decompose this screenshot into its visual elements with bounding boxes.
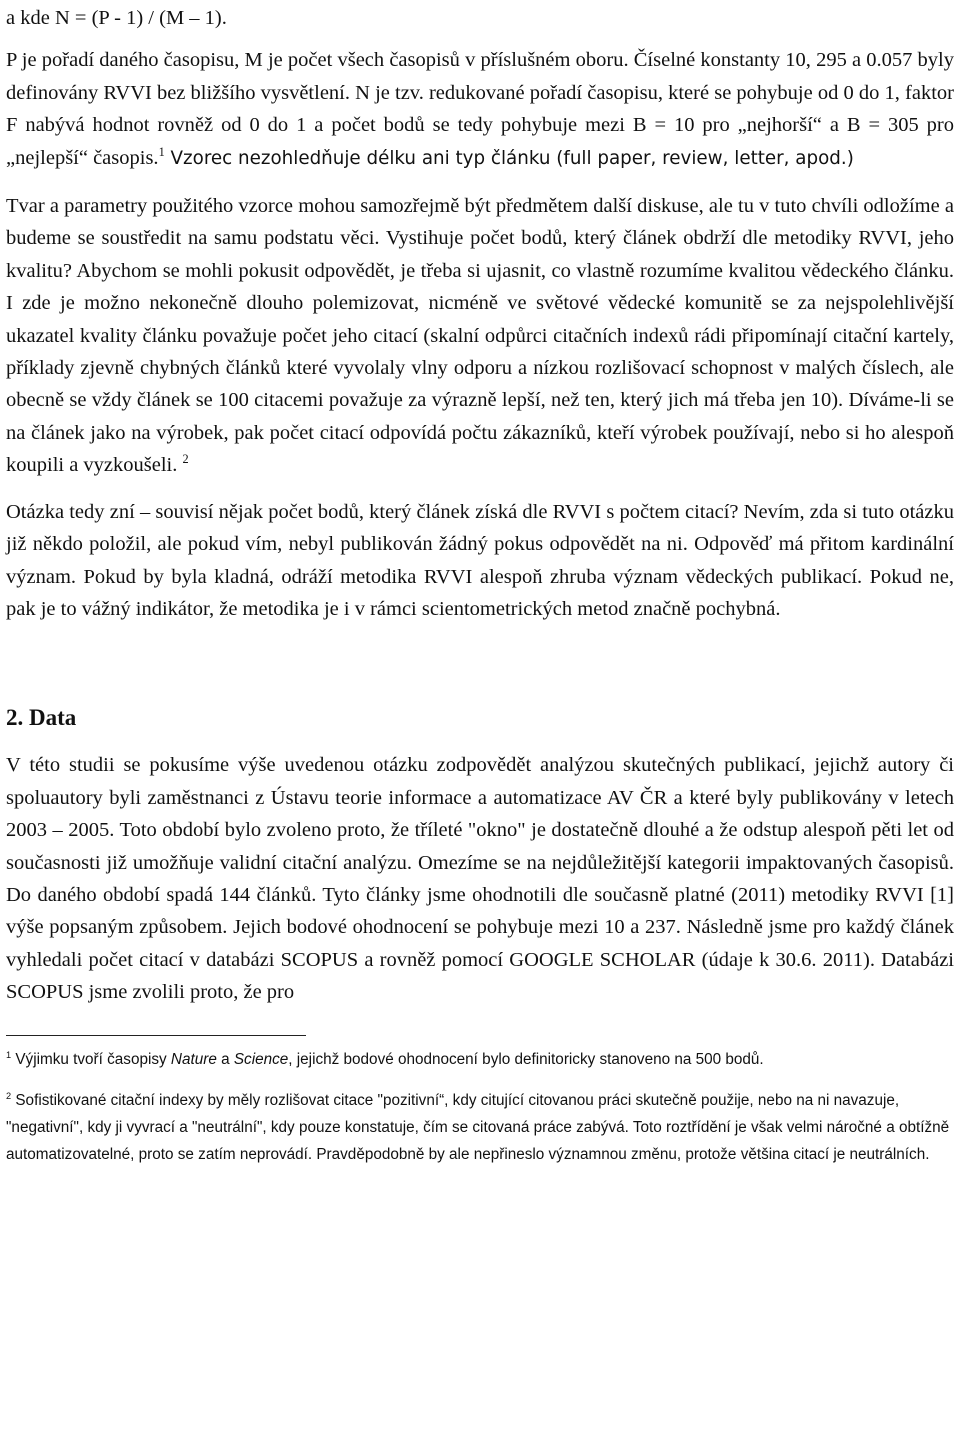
- footnote-ref-2[interactable]: 2: [182, 452, 189, 467]
- footnote-text: Výjimku tvoří časopisy: [11, 1050, 171, 1068]
- section-heading-data: 2. Data: [6, 705, 77, 731]
- paragraph-quality: [6, 190, 954, 482]
- footnote-italic-science: Science: [233, 1050, 289, 1068]
- paragraph-data: V této studii se pokusíme výše uvedenou otázku zodpovědět analýzou skutečných publikací, jejichž autory či spoluautory byli zaměstnanci z Ústavu teorie informace a automatizace AV ČR a které byly publikovány v letech 2003 – 2005. Toto období bylo zvoleno proto, že tříleté "okno" je dostatečně dlouhé a že odstup alespoň pěti let od současnosti již umožňuje validní citační analýzu. Omezíme se na nejdůležitější kategorii impaktovaných časopisů. Do daného období spadá 144 článků. Tyto články jsme ohodnotili dle současně platné (2011) metodiky RVVI [1] výše popsaným způsobem. Jejich bodové ohodnocení se pohybuje mezi 10 a 237. Následně jsme pro každý článek vyhledali počet citací v databázi SCOPUS a rovněž pomocí GOOGLE SCHOLAR (údaje k 30.6. 2011). Databázi SCOPUS jsme zvolili proto, že pro: [6, 754, 954, 1004]
- paragraph-text: Tvar a parametry použitého vzorce mohou samozřejmě být předmětem další diskuse, ale tu v tuto chvíli odložíme a budeme se soustředit na samu podstatu věci. Vystihuje počet bodů, který článek obdrží dle metodiky RVVI, jeho kvalitu? Abychom se mohli pokusit odpovědět, je třeba si ujasnit, co vlastně rozumíme kvalitou vědeckého článku. I zde je možno nekonečně dlouho polemizovat, nicméně ve světové vědecké komunitě se za nejspolehlivější ukazatel kvality článku považuje počet jeho citací (skalní odpůrci citačních indexů rádi připomínají citační kartely, příklady zjevně chybných článků které vyvolaly vlny odporu a nízkou rozlišovací schopnost v malých číslech, ale obecně se vždy článek se 100 citacemi považuje za výrazně lepší, než ten, který jich má třeba jen 10). Díváme-li se na článek jako na výrobek, pak počet citací odpovídá počtu zákazníků, kteří výrobek používají, nebo si ho alespoň koupili a vyzkoušeli.: [6, 195, 954, 477]
- paragraph-text: P je pořadí daného časopisu, M je počet všech časopisů v příslušném oboru. Číselné konstanty 10, 295 a 0.057 byly definovány RVVI bez bližšího vysvětlení. N je tzv. redukované pořadí časopisu, které se pohybuje od 0 do 1, faktor F nabývá hodnot rovněž od 0 do 1 a počet bodů se tedy pohybuje mezi B = 10 pro „nejhorší“ a B = 305 pro „nejlepší“ časopis.: [6, 49, 954, 169]
- paragraph-definitions: [6, 44, 954, 175]
- footnote-text: a: [216, 1050, 234, 1068]
- footnote-1: [6, 1046, 954, 1073]
- footnote-number: 2: [6, 1090, 12, 1101]
- footnote-ref-1[interactable]: 1: [158, 144, 165, 159]
- footnote-text: Sofistikované citační indexy by měly rozlišovat citace "pozitivní“, kdy citující citovanou práci skutečně použije, nebo na ni navazuje, "negativní", kdy ji vyvrací a "neutrální", kdy pouze konstatuje, čím se citovaná práce zabývá. Toto roztřídění je však velmi náročné a obtížně automatizovatelné, proto se zatím neprovádí. Pravděpodobně by ale nepřineslo významnou změnu, protože většina citací je neutrálních.: [6, 1091, 950, 1163]
- footnote-text: , jejichž bodové ohodnocení bylo definitoricky stanoveno na 500 bodů.: [288, 1050, 764, 1068]
- footnote-divider: [6, 1035, 306, 1036]
- footnote-2: [6, 1087, 954, 1168]
- formula-line: a kde N = (P - 1) / (M – 1).: [6, 7, 227, 29]
- paragraph-question: Otázka tedy zní – souvisí nějak počet bodů, který článek získá dle RVVI s počtem citací? Nevím, zda si tuto otázku již někdo položil, ale pokud vím, nebyl publikován žádný pokus odpovědět na ni. Odpověď má přitom kardinální význam. Pokud by byla kladná, odráží metodika RVVI alespoň zhruba význam vědeckých publikací. Pokud ne, pak je to vážný indikátor, že metodika je i v rámci scientometrických metod značně pochybná.: [6, 500, 954, 620]
- paragraph-tail: Vzorec nezohledňuje délku ani typ článku (full paper, review, letter, apod.): [164, 147, 854, 169]
- footnote-number: 1: [6, 1049, 12, 1060]
- footnote-italic-nature: Nature: [170, 1050, 217, 1068]
